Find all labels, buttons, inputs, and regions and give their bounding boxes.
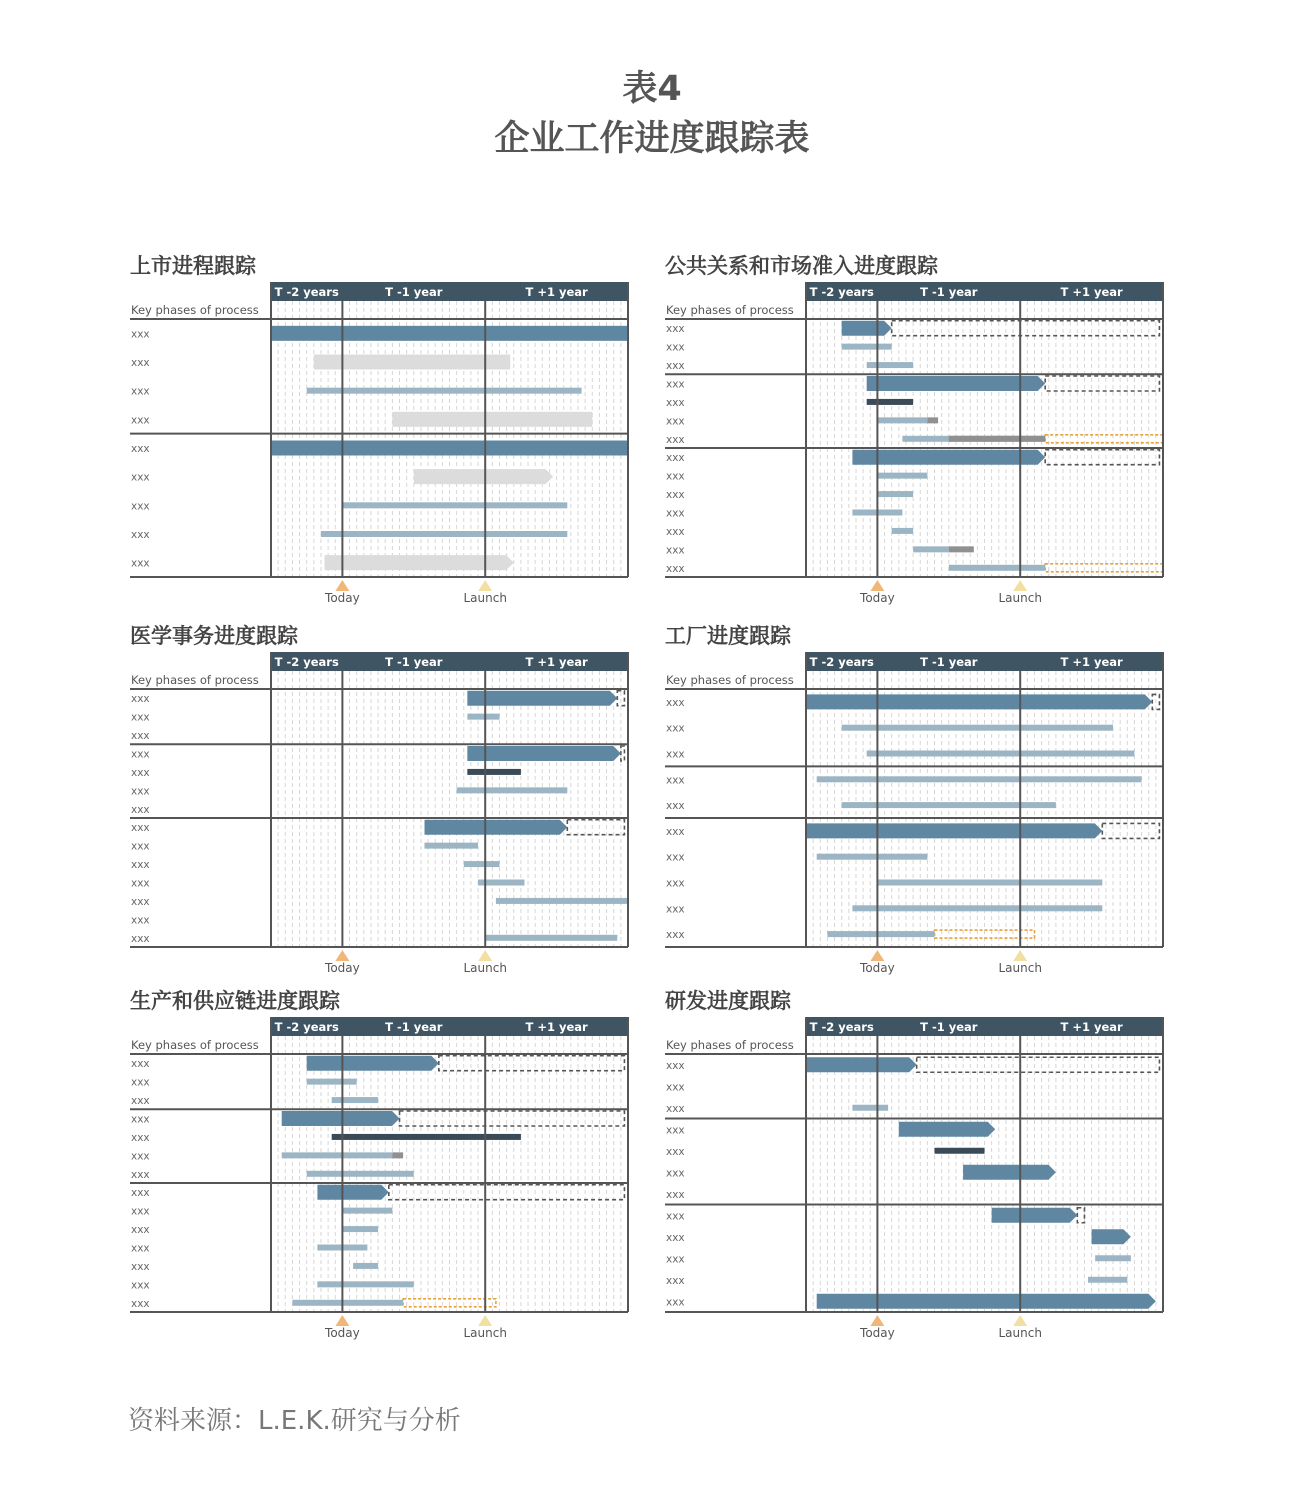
today-marker-label: Today xyxy=(860,591,895,605)
row-label: xxx xyxy=(666,1059,685,1072)
task-bar xyxy=(817,776,1142,782)
task-bar xyxy=(935,1148,985,1154)
task-bar xyxy=(467,746,621,761)
task-bar xyxy=(307,1079,357,1085)
task-bar xyxy=(307,1056,439,1071)
task-bar xyxy=(485,935,617,941)
task-bar xyxy=(827,931,934,937)
phase-label: Key phases of process xyxy=(666,303,794,317)
task-bar xyxy=(852,905,1102,911)
row-label: xxx xyxy=(666,396,685,409)
row-label: xxx xyxy=(666,825,685,838)
task-bar xyxy=(867,751,1135,757)
header-label: T -1 year xyxy=(385,285,443,299)
dashed-extension xyxy=(1045,450,1159,465)
row-label: xxx xyxy=(131,443,150,455)
today-marker-label: Today xyxy=(860,1326,895,1340)
task-bar xyxy=(464,861,500,867)
launch-marker-label: Launch xyxy=(998,1326,1042,1340)
task-bar xyxy=(877,473,927,479)
header-label: T -2 years xyxy=(809,1020,874,1034)
header-label: T -2 years xyxy=(809,655,874,669)
row-label: xxx xyxy=(666,433,685,446)
row-label: xxx xyxy=(131,1131,150,1144)
header-label: T +1 year xyxy=(525,285,588,299)
row-label: xxx xyxy=(666,1102,685,1115)
task-bar xyxy=(332,1134,521,1140)
row-label: xxx xyxy=(666,1210,685,1223)
gantt-panel-factory xyxy=(665,620,1165,980)
gantt-panel-rnd xyxy=(665,985,1165,1345)
header-label: T +1 year xyxy=(1060,655,1123,669)
task-bar xyxy=(842,321,892,336)
dashed-extension xyxy=(892,321,1160,336)
task-bar xyxy=(867,362,913,368)
panel-title: 研发进度跟踪 xyxy=(665,989,791,1013)
gantt-panel-production-supply xyxy=(130,985,630,1345)
gantt-panel-pr-market-access xyxy=(665,250,1165,610)
row-label: xxx xyxy=(131,748,150,761)
row-label: xxx xyxy=(131,693,150,706)
task-bar-segment xyxy=(949,436,1045,442)
header-label: T -1 year xyxy=(920,655,978,669)
panel-title: 公共关系和市场准入进度跟踪 xyxy=(665,254,938,278)
panel-title: 上市进程跟踪 xyxy=(130,254,256,278)
row-label: xxx xyxy=(666,470,685,483)
row-label: xxx xyxy=(131,711,150,724)
dashed-extension xyxy=(439,1056,625,1071)
row-label: xxx xyxy=(666,323,685,336)
task-bar xyxy=(425,843,479,849)
task-bar xyxy=(467,714,499,720)
row-label: xxx xyxy=(131,1095,150,1108)
task-bar xyxy=(877,417,927,423)
today-marker-icon xyxy=(870,950,884,961)
task-bar xyxy=(457,787,568,793)
task-bar xyxy=(307,1171,414,1177)
header-label: T +1 year xyxy=(1060,285,1123,299)
today-marker-icon xyxy=(335,950,349,961)
task-bar xyxy=(913,546,949,552)
row-label: xxx xyxy=(131,1187,150,1200)
task-bar xyxy=(806,1057,917,1072)
task-bar xyxy=(806,823,1102,838)
row-label: xxx xyxy=(666,929,685,942)
row-label: xxx xyxy=(131,766,150,779)
row-label: xxx xyxy=(666,360,685,373)
today-marker-label: Today xyxy=(325,1326,360,1340)
today-marker-icon xyxy=(335,580,349,591)
row-label: xxx xyxy=(131,877,150,890)
row-label: xxx xyxy=(131,414,150,427)
task-bar xyxy=(342,1226,378,1232)
row-label: xxx xyxy=(666,452,685,465)
row-label: xxx xyxy=(131,914,150,927)
task-bar xyxy=(467,769,521,775)
row-label: xxx xyxy=(666,748,685,761)
task-bar xyxy=(842,725,1113,731)
task-bar xyxy=(342,1208,392,1214)
gantt-panel-medical-affairs xyxy=(130,620,630,980)
header-label: T -2 years xyxy=(274,655,339,669)
row-label: xxx xyxy=(666,877,685,890)
main-title-line-2: 企业工作进度跟踪表 xyxy=(494,119,810,159)
task-bar xyxy=(496,898,628,904)
gantt-chart-rnd xyxy=(665,985,1165,1345)
row-label: xxx xyxy=(131,1150,150,1163)
phase-label: Key phases of process xyxy=(131,1038,259,1052)
row-label: xxx xyxy=(131,328,150,341)
phase-label: Key phases of process xyxy=(131,303,259,317)
launch-marker-label: Launch xyxy=(463,961,507,975)
task-bar xyxy=(963,1165,1056,1180)
row-label: xxx xyxy=(131,932,150,945)
task-bar xyxy=(949,565,1045,571)
row-label: xxx xyxy=(131,500,150,513)
task-bar xyxy=(317,1281,413,1287)
phase-label: Key phases of process xyxy=(131,673,259,687)
gantt-chart-pr-market-access xyxy=(665,250,1165,610)
gantt-chart-medical-affairs xyxy=(130,620,630,980)
today-marker-icon xyxy=(335,1315,349,1326)
gantt-panel-listing xyxy=(130,250,630,610)
task-bar xyxy=(392,412,592,427)
row-label: xxx xyxy=(666,1188,685,1201)
row-label: xxx xyxy=(666,1145,685,1158)
row-label: xxx xyxy=(131,1224,150,1237)
task-bar xyxy=(892,528,913,534)
task-bar xyxy=(282,1111,400,1126)
header-label: T +1 year xyxy=(525,1020,588,1034)
header-label: T -1 year xyxy=(920,1020,978,1034)
gantt-chart-production-supply xyxy=(130,985,630,1345)
row-label: xxx xyxy=(666,544,685,557)
header-label: T -1 year xyxy=(920,285,978,299)
row-label: xxx xyxy=(666,1167,685,1180)
launch-marker-icon xyxy=(478,950,492,961)
dashed-extension xyxy=(567,820,624,835)
row-label: xxx xyxy=(131,529,150,541)
row-label: xxx xyxy=(666,489,685,502)
launch-marker-label: Launch xyxy=(463,1326,507,1340)
launch-marker-icon xyxy=(1013,1315,1027,1326)
row-label: xxx xyxy=(131,803,150,816)
task-bar xyxy=(342,502,567,508)
panel-title: 生产和供应链进度跟踪 xyxy=(130,989,340,1013)
task-bar-segment xyxy=(392,1152,403,1158)
dashed-extension xyxy=(1102,823,1159,838)
row-label: xxx xyxy=(666,1231,685,1244)
task-bar xyxy=(842,344,892,350)
today-marker-icon xyxy=(870,580,884,591)
main-title-line-1: 表4 xyxy=(622,69,682,109)
header-label: T -2 years xyxy=(809,285,874,299)
task-bar xyxy=(817,854,928,860)
row-label: xxx xyxy=(131,895,150,908)
row-label: xxx xyxy=(666,1124,685,1137)
row-label: xxx xyxy=(666,1253,685,1266)
row-label: xxx xyxy=(131,730,150,743)
row-label: xxx xyxy=(666,696,685,709)
row-label: xxx xyxy=(666,851,685,864)
task-bar xyxy=(852,450,1045,465)
task-bar-segment xyxy=(949,546,974,552)
dashed-extension xyxy=(917,1057,1160,1072)
row-label: xxx xyxy=(666,1274,685,1287)
row-label: xxx xyxy=(666,378,685,391)
row-label: xxx xyxy=(666,800,685,813)
row-label: xxx xyxy=(131,471,150,484)
task-bar xyxy=(1088,1277,1127,1283)
today-marker-label: Today xyxy=(860,961,895,975)
row-label: xxx xyxy=(131,822,150,835)
task-bar xyxy=(852,1105,888,1111)
dashed-extension xyxy=(621,746,625,761)
row-label: xxx xyxy=(131,1297,150,1310)
task-bar xyxy=(321,531,567,537)
launch-marker-label: Launch xyxy=(998,961,1042,975)
row-label: xxx xyxy=(131,840,150,853)
task-bar xyxy=(899,1122,995,1137)
task-bar xyxy=(332,1097,378,1103)
row-label: xxx xyxy=(131,1242,150,1255)
launch-marker-label: Launch xyxy=(998,591,1042,605)
panel-title: 医学事务进度跟踪 xyxy=(130,624,298,648)
gantt-chart-factory xyxy=(665,620,1165,980)
task-bar xyxy=(282,1152,393,1158)
row-label: xxx xyxy=(666,415,685,428)
header-label: T -1 year xyxy=(385,1020,443,1034)
task-bar xyxy=(867,399,913,405)
task-bar xyxy=(877,880,1102,886)
today-marker-label: Today xyxy=(325,961,360,975)
gantt-chart-listing xyxy=(130,250,630,610)
phase-label: Key phases of process xyxy=(666,1038,794,1052)
row-label: xxx xyxy=(131,785,150,798)
task-bar xyxy=(307,388,582,394)
row-label: xxx xyxy=(131,557,150,570)
task-bar xyxy=(317,1185,388,1200)
task-bar xyxy=(271,326,628,341)
row-label: xxx xyxy=(666,341,685,354)
row-label: xxx xyxy=(131,1205,150,1218)
header-label: T -1 year xyxy=(385,655,443,669)
row-label: xxx xyxy=(131,385,150,398)
task-bar xyxy=(467,691,617,706)
launch-marker-icon xyxy=(1013,580,1027,591)
phase-label: Key phases of process xyxy=(666,673,794,687)
task-bar xyxy=(877,491,913,497)
launch-marker-label: Launch xyxy=(463,591,507,605)
row-label: xxx xyxy=(666,903,685,916)
task-bar xyxy=(414,469,553,484)
today-marker-label: Today xyxy=(325,591,360,605)
row-label: xxx xyxy=(666,525,685,538)
task-bar xyxy=(867,376,1045,391)
row-label: xxx xyxy=(666,1081,685,1094)
row-label: xxx xyxy=(131,1260,150,1273)
header-label: T +1 year xyxy=(525,655,588,669)
row-label: xxx xyxy=(131,357,150,369)
row-label: xxx xyxy=(666,774,685,787)
task-bar xyxy=(353,1263,378,1269)
row-label: xxx xyxy=(666,507,685,520)
task-bar xyxy=(992,1208,1078,1223)
row-label: xxx xyxy=(666,722,685,735)
task-bar-segment xyxy=(927,417,938,423)
row-label: xxx xyxy=(131,1058,150,1071)
header-label: T -2 years xyxy=(274,285,339,299)
panel-title: 工厂进度跟踪 xyxy=(665,624,791,648)
today-marker-icon xyxy=(870,1315,884,1326)
task-bar xyxy=(1092,1229,1131,1244)
launch-marker-icon xyxy=(478,580,492,591)
task-bar xyxy=(425,820,568,835)
task-bar xyxy=(271,441,628,456)
row-label: xxx xyxy=(131,1076,150,1089)
row-label: xxx xyxy=(131,859,150,872)
task-bar xyxy=(842,802,1056,808)
row-label: xxx xyxy=(666,1296,685,1309)
source-note: 资料来源：L.E.K.研究与分析 xyxy=(128,1406,461,1436)
dashed-extension xyxy=(400,1111,625,1126)
dashed-extension xyxy=(1045,376,1159,391)
task-bar xyxy=(292,1300,403,1306)
dashed-extension xyxy=(1077,1208,1084,1223)
launch-marker-icon xyxy=(478,1315,492,1326)
row-label: xxx xyxy=(131,1279,150,1292)
task-bar xyxy=(817,1294,1156,1309)
header-label: T -2 years xyxy=(274,1020,339,1034)
task-bar xyxy=(806,694,1152,709)
launch-marker-icon xyxy=(1013,950,1027,961)
row-label: xxx xyxy=(131,1113,150,1126)
header-label: T +1 year xyxy=(1060,1020,1123,1034)
row-label: xxx xyxy=(131,1168,150,1181)
task-bar xyxy=(1095,1255,1131,1261)
row-label: xxx xyxy=(666,562,685,575)
